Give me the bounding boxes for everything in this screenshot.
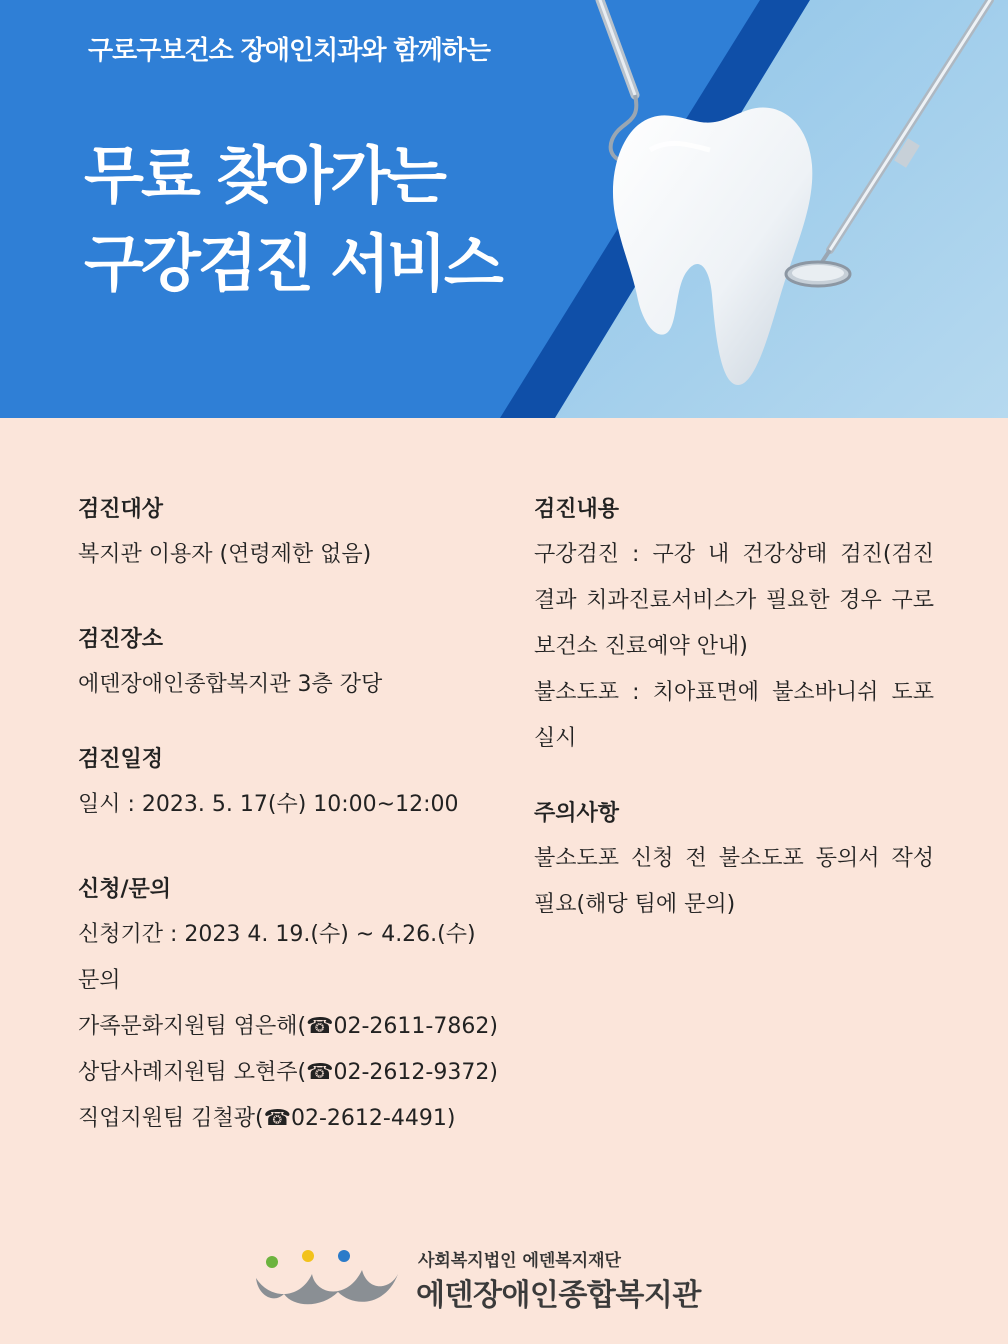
contact-line: 직업지원팀 김철광(☎02-2612-4491)	[78, 1106, 456, 1131]
org-name: 에덴장애인종합복지관	[416, 1278, 701, 1313]
content-line: 결과 치과진료서비스가 필요한 경우 구로	[534, 588, 934, 613]
target-text: 복지관 이용자 (연령제한 없음)	[78, 542, 372, 567]
header-banner	[0, 0, 1008, 418]
caution-line: 불소도포 신청 전 불소도포 동의서 작성	[534, 846, 934, 871]
section-title-caution: 주의사항	[534, 801, 620, 826]
tooth-icon	[613, 107, 812, 385]
caution-line: 필요(해당 팀에 문의)	[534, 892, 736, 917]
title-line-2: 구강검진 서비스	[84, 227, 501, 300]
left-column	[78, 488, 518, 1142]
section-title-place: 검진장소	[78, 627, 164, 652]
people-arc-logo-icon	[250, 1248, 400, 1308]
page-title	[84, 132, 501, 308]
apply-period: 신청기간 : 2023 4. 19.(수) ~ 4.26.(수)	[78, 922, 476, 947]
contact-line: 상담사례지원팀 오현주(☎02-2612-9372)	[78, 1060, 498, 1085]
content-line: 불소도포 : 치아표면에 불소바니쉬 도포	[534, 680, 934, 705]
place-text: 에덴장애인종합복지관 3층 강당	[78, 672, 383, 697]
inquiry-label: 문의	[78, 968, 121, 993]
org-subtitle: 사회복지법인 에덴복지재단	[418, 1251, 621, 1271]
contact-line: 가족문화지원팀 염은해(☎02-2611-7862)	[78, 1014, 498, 1039]
tooth-illustration	[560, 0, 1008, 418]
section-title-apply: 신청/문의	[78, 877, 172, 902]
header-kicker: 구로구보건소 장애인치과와 함께하는	[88, 36, 490, 66]
title-line-1: 무료 찾아가는	[84, 139, 444, 212]
section-title-schedule: 검진일정	[78, 747, 164, 772]
content-line: 구강검진 : 구강 내 건강상태 검진(검진	[534, 542, 934, 567]
section-title-target: 검진대상	[78, 497, 164, 522]
footer-logo	[250, 1240, 770, 1320]
schedule-text: 일시 : 2023. 5. 17(수) 10:00~12:00	[78, 792, 459, 817]
content-line: 보건소 진료예약 안내)	[534, 634, 748, 659]
section-title-content: 검진내용	[534, 497, 620, 522]
right-column	[534, 488, 934, 928]
content-line: 실시	[534, 726, 577, 751]
dental-mirror-icon	[786, 0, 990, 286]
